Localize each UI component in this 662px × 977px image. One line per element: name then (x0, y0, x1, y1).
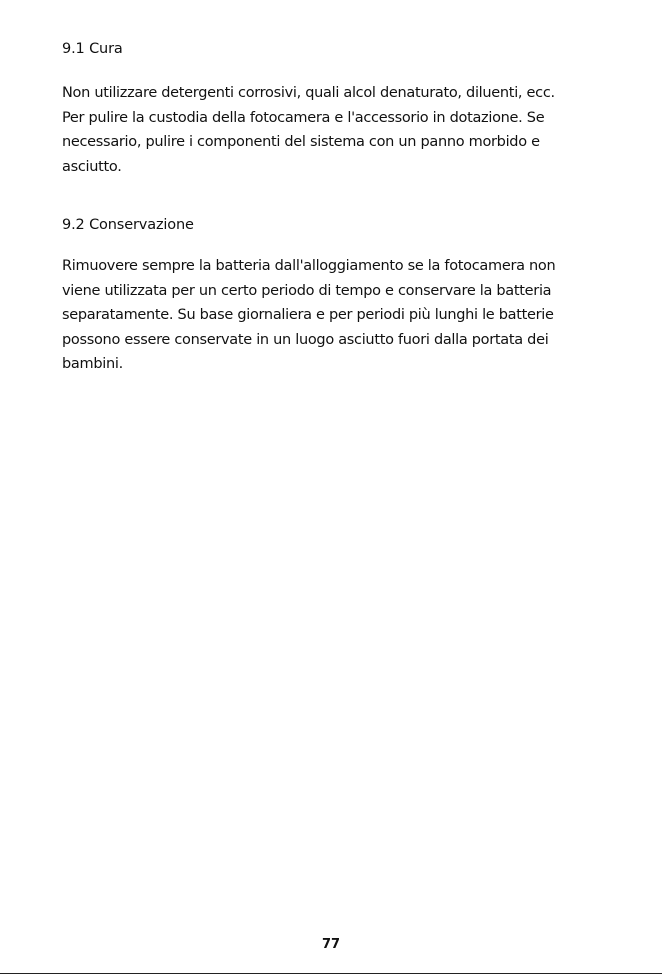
section-heading-storage: 9.2 Conservazione (62, 217, 194, 233)
paragraph-line: separatamente. Su base giornaliera e per periodi più lunghi le batterie (62, 307, 554, 323)
paragraph-line: Rimuovere sempre la batteria dall'alloggiamento se la fotocamera non (62, 258, 556, 274)
page-number: 77 (321, 937, 341, 952)
bottom-divider (0, 973, 662, 974)
section-paragraph-storage (62, 254, 555, 377)
paragraph-line: viene utilizzata per un certo periodo di tempo e conservare la batteria (62, 282, 552, 299)
section-paragraph-care (62, 81, 555, 179)
paragraph-line: asciutto. (62, 158, 122, 175)
section-heading-care: 9.1 Cura (62, 41, 123, 57)
paragraph-line: necessario, pulire i componenti del sistema con un panno morbido e (62, 134, 540, 150)
paragraph-line: Per pulire la custodia della fotocamera e l'accessorio in dotazione. Se (62, 109, 545, 126)
paragraph-line: Non utilizzare detergenti corrosivi, quali alcol denaturato, diluenti, ecc. (62, 85, 555, 101)
paragraph-line: possono essere conservate in un luogo asciutto fuori dalla portata dei (62, 331, 549, 348)
paragraph-line: bambini. (62, 356, 123, 372)
